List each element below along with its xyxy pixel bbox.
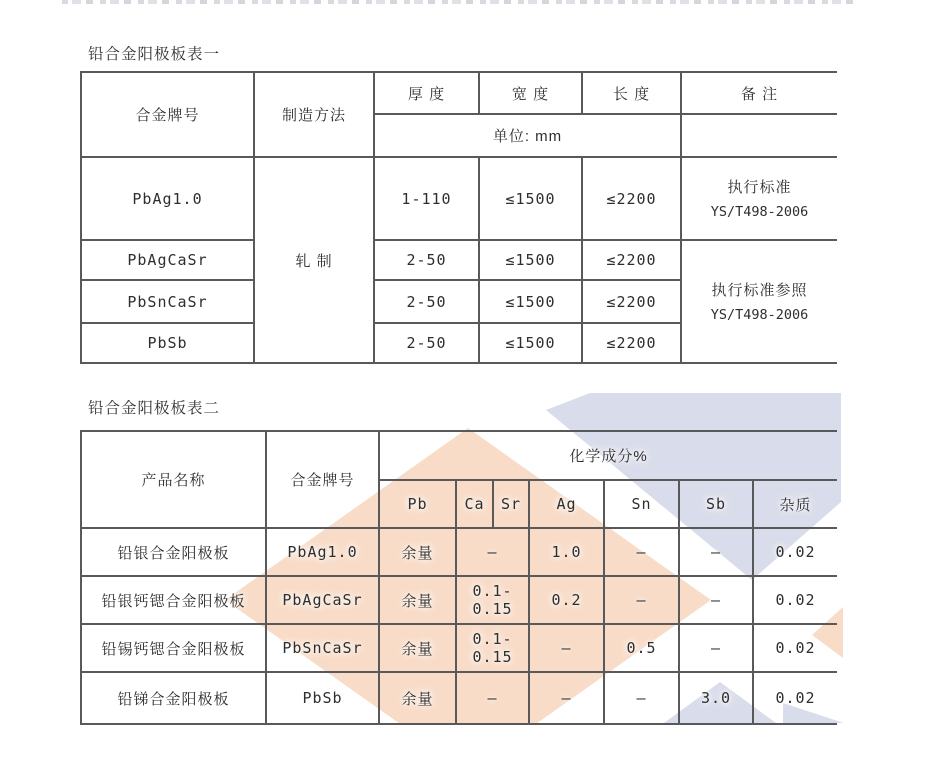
t1-header-method: 制造方法 [254,72,374,157]
t2-header-element-ca: Ca [456,480,493,528]
t1-remark2-line2: YS/T498-2006 [710,306,809,323]
t2-header-product-name: 产品名称 [81,431,266,528]
t2-row-alloy: PbSnCaSr [266,624,379,672]
t1-header-remark: 备 注 [681,72,837,114]
t1-row-thickness: 2-50 [374,240,479,280]
t1-row-alloy: PbAg1.0 [81,157,254,240]
t1-header-thickness: 厚 度 [374,72,479,114]
t1-row-length: ≤2200 [582,240,681,280]
t1-remark1-line2: YS/T498-2006 [710,203,809,220]
table2-composition [80,430,837,725]
t2-header-element-sr: Sr [493,480,529,528]
t1-row-width: ≤1500 [479,323,582,363]
t1-header-width: 宽 度 [479,72,582,114]
t1-remark1-line1: 执行标准 [727,178,792,196]
t2-row-product: 铅银合金阳极板 [81,528,266,576]
table2-title: 铅合金阳极板表二 [88,400,221,417]
t1-row-alloy: PbSnCaSr [81,280,254,323]
t2-header-element-pb: Pb [379,480,456,528]
t1-row-length: ≤2200 [582,323,681,363]
t2-row-product: 铅银钙锶合金阳极板 [81,576,266,624]
t1-unit-cell: 单位: mm [374,114,681,157]
t1-remark2-line1: 执行标准参照 [711,281,808,299]
t2-row-alloy: PbAg1.0 [266,528,379,576]
t1-header-alloy-grade: 合金牌号 [81,72,254,157]
t1-method-value: 轧 制 [254,157,374,363]
t1-row-width: ≤1500 [479,157,582,240]
t2-header-composition: 化学成分% [379,431,837,480]
t2-row-pb: 余量 [379,624,456,672]
t2-row-product: 铅锡钙锶合金阳极板 [81,624,266,672]
t2-row-sb: – [679,528,753,576]
t2-row-pb: 余量 [379,528,456,576]
table1-dimensions [80,71,837,364]
t1-row-alloy: PbAgCaSr [81,240,254,280]
t2-row-ca-sr: – [456,528,529,576]
t2-row-ag: 1.0 [529,528,604,576]
t1-row-width: ≤1500 [479,280,582,323]
t2-row-sb: – [679,576,753,624]
t2-header-impurity: 杂质 [753,480,837,528]
table1-title: 铅合金阳极板表一 [88,46,221,63]
t2-row-sb: – [679,624,753,672]
t1-row-length: ≤2200 [582,157,681,240]
t2-row-alloy: PbAgCaSr [266,576,379,624]
t1-row-thickness: 2-50 [374,323,479,363]
t2-row-ag: – [529,624,604,672]
t1-row-thickness: 2-50 [374,280,479,323]
t2-row-impurity: 0.02 [753,624,837,672]
t1-row-thickness: 1-110 [374,157,479,240]
t1-remark-empty-cell [681,114,837,157]
t1-row-width: ≤1500 [479,240,582,280]
t2-row-ca-sr: – [456,672,529,724]
t2-row-sn: – [604,528,679,576]
t2-row-impurity: 0.02 [753,576,837,624]
t2-row-impurity: 0.02 [753,672,837,724]
t2-header-element-sn: Sn [604,480,679,528]
t2-header-element-sb: Sb [679,480,753,528]
t1-remark-reference [681,240,837,363]
t2-row-sb: 3.0 [679,672,753,724]
t1-header-length: 长 度 [582,72,681,114]
t1-row-alloy: PbSb [81,323,254,363]
t2-row-sn: – [604,672,679,724]
t2-row-product: 铅锑合金阳极板 [81,672,266,724]
t2-header-alloy-grade: 合金牌号 [266,431,379,528]
t1-row-length: ≤2200 [582,280,681,323]
t2-row-pb: 余量 [379,672,456,724]
t2-row-pb: 余量 [379,576,456,624]
t2-row-sn: – [604,576,679,624]
t2-header-element-ag: Ag [529,480,604,528]
t2-row-ag: – [529,672,604,724]
t1-remark-standard [681,157,837,240]
t2-row-alloy: PbSb [266,672,379,724]
t2-row-ca-sr: 0.1-0.15 [456,576,529,624]
t2-row-sn: 0.5 [604,624,679,672]
t2-row-ag: 0.2 [529,576,604,624]
t2-row-impurity: 0.02 [753,528,837,576]
t2-row-ca-sr: 0.1-0.15 [456,624,529,672]
